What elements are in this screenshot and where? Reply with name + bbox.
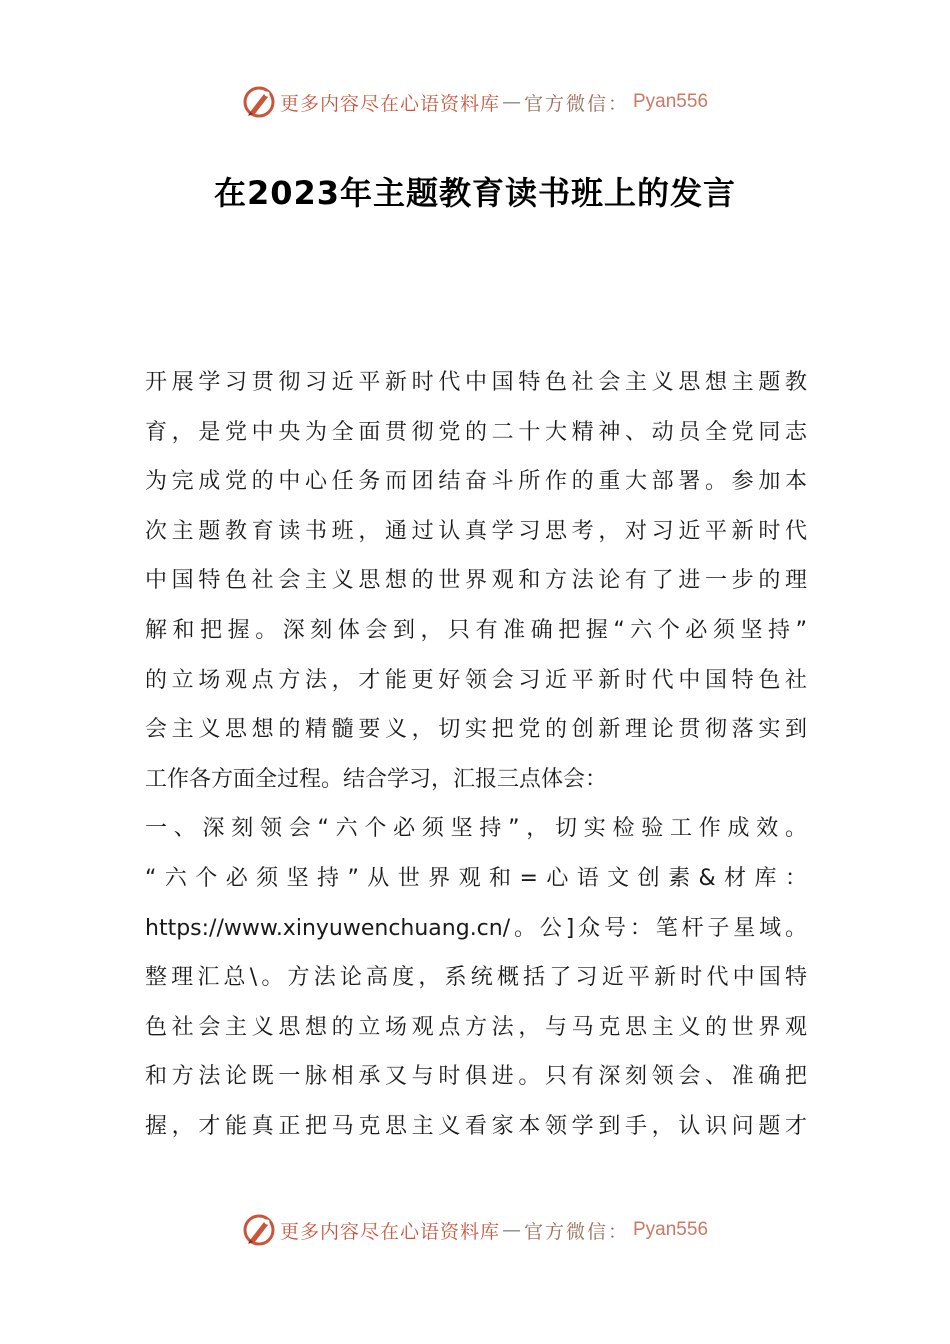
footer-watermark-banner [0,1210,950,1250]
banner-separator: — [501,1219,522,1241]
paragraph-line: 次主题教育读书班，通过认真学习思考，对习近平新时代 [145,518,807,544]
paragraph-line-url: https://www.xinyuwenchuang.cn/。公]众号：笔杆子星域。 [145,915,807,941]
pen-logo-icon [242,85,276,119]
banner-wechat-id: Pyan556 [633,1219,709,1240]
paragraph-line: 为完成党的中心任务而团结奋斗所作的重大部署。参加本 [145,469,807,495]
paragraph-line: 开展学习贯彻习近平新时代中国特色社会主义思想主题教 [145,370,807,395]
paragraph-line: 会主义思想的精髓要义，切实把党的创新理论贯彻落实到 [145,717,807,743]
document-body [145,358,807,1152]
banner-text: 更多内容尽在心语资料库 [279,92,500,115]
banner-wechat-label: 官方微信： [523,1220,629,1243]
paragraph-line: 育，是党中央为全面贯彻党的二十大精神、动员全党同志 [145,419,807,445]
paragraph-line: 整理汇总\。方法论高度，系统概括了习近平新时代中国特 [145,965,807,991]
header-watermark-banner [0,82,950,122]
paragraph-line: 握，才能真正把马克思主义看家本领学到手，认识问题才 [145,1113,807,1139]
banner-separator: — [501,91,522,113]
paragraph-line: 色社会主义思想的立场观点方法，与马克思主义的世界观 [145,1014,807,1040]
paragraph-line: 解和把握。深刻体会到，只有准确把握“六个必须坚持” [145,617,807,643]
document-title: 在2023年主题教育读书班上的发言 [213,174,737,212]
paragraph-line: 工作各方面全过程。结合学习，汇报三点体会： [145,766,608,792]
banner-text: 更多内容尽在心语资料库 [279,1220,500,1243]
paragraph-line: 和方法论既一脉相承又与时俱进。只有深刻领会、准确把 [145,1064,807,1090]
paragraph-line: “六个必须坚持”从世界观和=心语文创素&材库： [145,865,807,891]
pen-logo-icon [242,1213,276,1247]
banner-wechat-label: 官方微信： [523,92,629,115]
paragraph-line: 的立场观点方法，才能更好领会习近平新时代中国特色社 [145,667,807,693]
paragraph-line: 中国特色社会主义思想的世界观和方法论有了进一步的理 [145,568,807,594]
banner-wechat-id: Pyan556 [633,91,709,112]
section-heading: 一、深刻领会“六个必须坚持”，切实检验工作成效。 [145,816,807,842]
